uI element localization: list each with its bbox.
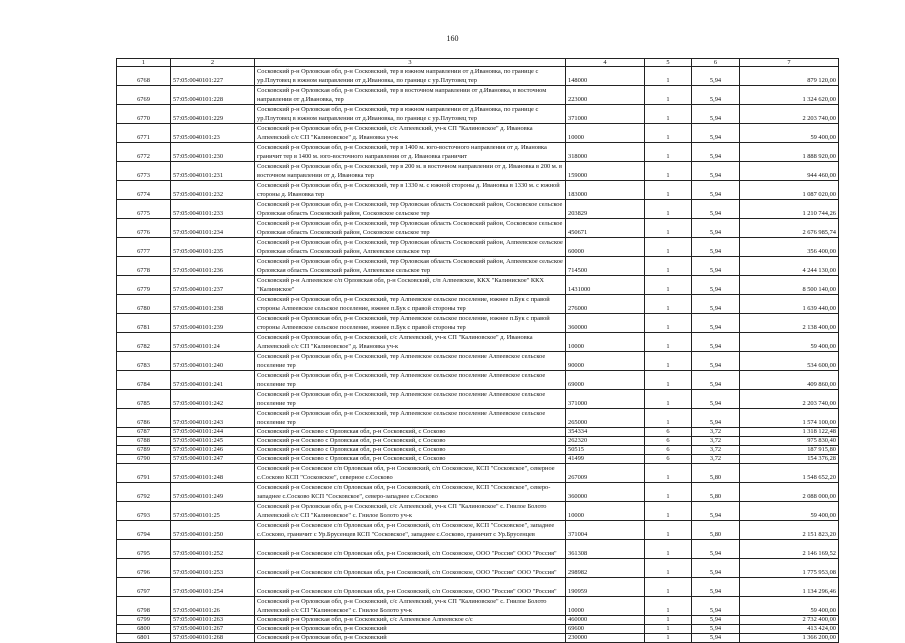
area-cell: 203829 [566,200,645,219]
table-row [117,409,839,428]
row-number-cell: 6790 [117,455,171,464]
value-cell: 1 548 652,20 [740,464,839,483]
header-cell: 3 [255,59,566,67]
cadastral-number-cell: 57:05:0040101:227 [171,67,255,86]
table-row [117,540,839,559]
table-row [117,521,839,540]
group-cell: 1 [645,352,692,371]
row-number-cell: 6778 [117,257,171,276]
table-row [117,276,839,295]
row-number-cell: 6780 [117,295,171,314]
area-cell: 450671 [566,219,645,238]
value-cell: 1 888 920,00 [740,143,839,162]
group-cell: 1 [645,257,692,276]
area-cell: 50515 [566,446,645,455]
address-cell: Сосковский р-н Орловская обл, р-н Сосковский, тер в 200 м. в восточном направлении от д. Ивановка в 200 м. в восточном направлении от д. Ивановка тер [255,162,566,181]
table-row [117,559,839,578]
group-cell: 1 [645,238,692,257]
rate-cell: 5,94 [692,86,740,105]
area-cell: 276000 [566,295,645,314]
address-cell: Сосковский р-н Орловская обл, р-н Сосковский [255,625,566,634]
area-cell: 360000 [566,314,645,333]
area-cell: 298982 [566,559,645,578]
cadastral-number-cell: 57:05:0040101:263 [171,616,255,625]
address-cell: Сосковский р-н Орловская обл, р-н Сосковский, с/с Алпеевский, уч-к СП "Калиновское" д. Ивановка Алпеевский с/с СП "Калиновское" д. Ивановка уч-к [255,124,566,143]
row-number-cell: 6796 [117,559,171,578]
area-cell: 361308 [566,540,645,559]
value-cell: 59 400,00 [740,597,839,616]
rate-cell: 5,94 [692,634,740,643]
value-cell: 413 424,00 [740,625,839,634]
rate-cell: 5,94 [692,371,740,390]
table-row [117,428,839,437]
area-cell: 10000 [566,124,645,143]
table-row [117,181,839,200]
address-cell: Сосковский р-н Сосково с Орловская обл, р-н Сосковский, с Сосково [255,428,566,437]
row-number-cell: 6788 [117,437,171,446]
table-row [117,67,839,86]
value-cell: 1 324 620,00 [740,86,839,105]
area-cell: 69000 [566,371,645,390]
cadastral-number-cell: 57:05:0040101:24 [171,333,255,352]
area-cell: 10000 [566,333,645,352]
group-cell: 1 [645,540,692,559]
cadastral-number-cell: 57:05:0040101:231 [171,162,255,181]
rate-cell: 5,94 [692,390,740,409]
value-cell: 1 318 122,48 [740,428,839,437]
area-cell: 69600 [566,625,645,634]
area-cell: 148000 [566,67,645,86]
rate-cell: 5,94 [692,162,740,181]
value-cell: 356 400,00 [740,238,839,257]
group-cell: 6 [645,455,692,464]
area-cell: 265000 [566,409,645,428]
table-row [117,105,839,124]
value-cell: 2 732 400,00 [740,616,839,625]
address-cell: Сосковский р-н Сосковское с/п Орловская обл, р-н Сосковский, с/п Сосковское, ООО "Россия" ООО "Россия" [255,559,566,578]
value-cell: 59 400,00 [740,502,839,521]
value-cell: 187 915,80 [740,446,839,455]
value-cell: 1 087 020,00 [740,181,839,200]
rate-cell: 5,94 [692,257,740,276]
address-cell: Сосковский р-н Орловская обл, р-н Сосковский, тер Орловская область Сосковский район, Сосковское сельское Орловская область Сосковский район, Сосковское сельское тер [255,219,566,238]
group-cell: 1 [645,559,692,578]
page-number: 160 [446,34,459,43]
rate-cell: 5,94 [692,105,740,124]
group-cell: 1 [645,390,692,409]
cadastral-number-cell: 57:05:0040101:239 [171,314,255,333]
cadastral-number-cell: 57:05:0040101:268 [171,634,255,643]
group-cell: 1 [645,314,692,333]
cadastral-number-cell: 57:05:0040101:245 [171,437,255,446]
row-number-cell: 6769 [117,86,171,105]
row-number-cell: 6776 [117,219,171,238]
row-number-cell: 6791 [117,464,171,483]
row-number-cell: 6772 [117,143,171,162]
area-cell: 371000 [566,390,645,409]
rate-cell: 3,72 [692,446,740,455]
address-cell: Сосковский р-н Орловская обл, р-н Сосковский, тер Алпеевское сельское поселение Алпеевское сельское поселение тер [255,409,566,428]
address-cell: Сосковский р-н Орловская обл, р-н Сосковский, тер в 1400 м. юго-восточного направления от д. Ивановка граничит тер в 1400 м. юго-восточного направления от д. Ивановка граничит [255,143,566,162]
table-header [117,59,839,67]
table-row [117,238,839,257]
cadastral-number-cell: 57:05:0040101:254 [171,578,255,597]
table-row [117,464,839,483]
area-cell: 714500 [566,257,645,276]
row-number-cell: 6784 [117,371,171,390]
address-cell: Сосковский р-н Алпеевское с/п Орловская обл, р-н Сосковский, с/п Алпеевское, ККХ "Калиниское" ККХ "Калиниское" [255,276,566,295]
table-row [117,162,839,181]
row-number-cell: 6773 [117,162,171,181]
value-cell: 944 460,00 [740,162,839,181]
cadastral-number-cell: 57:05:0040101:229 [171,105,255,124]
header-cell: 7 [740,59,839,67]
cadastral-number-cell: 57:05:0040101:242 [171,390,255,409]
cadastral-number-cell: 57:05:0040101:250 [171,521,255,540]
address-cell: Сосковский р-н Сосковское с/п Орловская обл, р-н Сосковский, с/п Сосковское, КСП "Сосковское", западнее с.Сосково, граничит с Ур.Брусенцев КСП "Сосковское", западнее с.Сосково, граничит с Ур.Брусенцев [255,521,566,540]
rate-cell: 5,94 [692,67,740,86]
table-row [117,502,839,521]
row-number-cell: 6797 [117,578,171,597]
rate-cell: 3,72 [692,455,740,464]
address-cell: Сосковский р-н Сосковское с/п Орловская обл, р-н Сосковский, с/п Сосковское, КСП "Сосковское", северное с.Сосково КСП "Сосковское", северное с.Сосково [255,464,566,483]
cadastral-number-cell: 57:05:0040101:238 [171,295,255,314]
address-cell: Сосковский р-н Орловская обл, р-н Сосковский, тер в южном направлении от д.Ивановка, по границе с ур.Плутовец в южном направлении от д.Ивановка, по границе с ур.Плутовец тер [255,67,566,86]
table-row [117,483,839,502]
table-row [117,124,839,143]
area-cell: 460000 [566,616,645,625]
area-cell: 318000 [566,143,645,162]
row-number-cell: 6795 [117,540,171,559]
address-cell: Сосковский р-н Сосковское с/п Орловская обл, р-н Сосковский, с/п Сосковское, ООО "Россия" ООО "Россия" [255,540,566,559]
table-row [117,333,839,352]
value-cell: 1 134 296,46 [740,578,839,597]
rate-cell: 3,72 [692,428,740,437]
group-cell: 1 [645,295,692,314]
value-cell: 2 203 740,00 [740,390,839,409]
row-number-cell: 6799 [117,616,171,625]
area-cell: 360000 [566,483,645,502]
table-row [117,314,839,333]
rate-cell: 5,94 [692,502,740,521]
table-row [117,634,839,643]
rate-cell: 5,94 [692,352,740,371]
group-cell: 1 [645,597,692,616]
row-number-cell: 6801 [117,634,171,643]
cadastral-number-cell: 57:05:0040101:240 [171,352,255,371]
area-cell: 267009 [566,464,645,483]
address-cell: Сосковский р-н Сосково с Орловская обл, р-н Сосковский, с Сосково [255,437,566,446]
address-cell: Сосковский р-н Сосково с Орловская обл, р-н Сосковский, с Сосково [255,455,566,464]
table-row [117,86,839,105]
cadastral-number-cell: 57:05:0040101:241 [171,371,255,390]
area-cell: 10000 [566,502,645,521]
cadastral-number-cell: 57:05:0040101:237 [171,276,255,295]
cadastral-number-cell: 57:05:0040101:247 [171,455,255,464]
rate-cell: 5,94 [692,559,740,578]
table-row [117,446,839,455]
area-cell: 262320 [566,437,645,446]
row-number-cell: 6787 [117,428,171,437]
cadastral-number-cell: 57:05:0040101:230 [171,143,255,162]
cadastral-number-cell: 57:05:0040101:228 [171,86,255,105]
table-row [117,437,839,446]
value-cell: 975 830,40 [740,437,839,446]
rate-cell: 5,80 [692,521,740,540]
row-number-cell: 6798 [117,597,171,616]
rate-cell: 5,94 [692,181,740,200]
address-cell: Сосковский р-н Орловская обл, р-н Сосковский, тер в южном направлении от д.Ивановка, по границе с ур.Плутовец в южном направлении от д.Ивановка, по границе с ур.Плутовец тер [255,105,566,124]
row-number-cell: 6774 [117,181,171,200]
address-cell: Сосковский р-н Орловская обл, р-н Сосковский, с/с Алпеевский, уч-к СП "Калиновское" с. Гнилое Болото Алпеевский с/с СП "Калиновское" с. Гнилое Болото уч-к [255,597,566,616]
table-row [117,616,839,625]
value-cell: 534 600,00 [740,352,839,371]
rate-cell: 5,94 [692,200,740,219]
area-cell: 230000 [566,634,645,643]
cadastral-number-cell: 57:05:0040101:246 [171,446,255,455]
rate-cell: 5,94 [692,295,740,314]
table-row [117,219,839,238]
table-row [117,597,839,616]
group-cell: 1 [645,276,692,295]
group-cell: 1 [645,625,692,634]
group-cell: 1 [645,219,692,238]
group-cell: 1 [645,578,692,597]
address-cell: Сосковский р-н Орловская обл, р-н Сосковский, тер в восточном направлении от д.Ивановка, в восточном направлении от д.Ивановка, тер [255,86,566,105]
header-cell: 6 [692,59,740,67]
table-row [117,371,839,390]
value-cell: 2 146 169,52 [740,540,839,559]
value-cell: 154 376,28 [740,455,839,464]
cadastral-number-cell: 57:05:0040101:233 [171,200,255,219]
value-cell: 2 203 740,00 [740,105,839,124]
cadastral-number-cell: 57:05:0040101:252 [171,540,255,559]
value-cell: 879 120,00 [740,67,839,86]
group-cell: 6 [645,428,692,437]
rate-cell: 5,94 [692,314,740,333]
row-number-cell: 6781 [117,314,171,333]
value-cell: 1 574 100,00 [740,409,839,428]
cadastral-number-cell: 57:05:0040101:234 [171,219,255,238]
value-cell: 1 366 200,00 [740,634,839,643]
row-number-cell: 6794 [117,521,171,540]
table-row [117,295,839,314]
group-cell: 1 [645,409,692,428]
row-number-cell: 6775 [117,200,171,219]
rate-cell: 5,94 [692,409,740,428]
row-number-cell: 6768 [117,67,171,86]
cadastral-number-cell: 57:05:0040101:249 [171,483,255,502]
rate-cell: 5,94 [692,124,740,143]
group-cell: 1 [645,521,692,540]
address-cell: Сосковский р-н Орловская обл, р-н Сосковский, с/с Алпеевский, уч-к СП "Калиновское" с. Гнилое Болото Алпеевский с/с СП "Калиновское" с. Гнилое Болото уч-к [255,502,566,521]
table-row [117,455,839,464]
address-cell: Сосковский р-н Орловская обл, р-н Сосковский, тер Алпеевское сельское поселение Алпеевское сельское поселение тер [255,371,566,390]
group-cell: 1 [645,124,692,143]
rate-cell: 5,94 [692,625,740,634]
area-cell: 183000 [566,181,645,200]
cadastral-number-cell: 57:05:0040101:232 [171,181,255,200]
cadastral-number-cell: 57:05:0040101:267 [171,625,255,634]
table-row [117,578,839,597]
value-cell: 1 210 744,26 [740,200,839,219]
area-cell: 60000 [566,238,645,257]
header-cell: 4 [566,59,645,67]
cadastral-table [116,58,839,643]
group-cell: 1 [645,67,692,86]
rate-cell: 5,94 [692,219,740,238]
cadastral-number-cell: 57:05:0040101:235 [171,238,255,257]
table-body [117,67,839,643]
table-row [117,200,839,219]
value-cell: 59 400,00 [740,333,839,352]
group-cell: 1 [645,483,692,502]
group-cell: 1 [645,181,692,200]
table-row [117,257,839,276]
group-cell: 6 [645,437,692,446]
cadastral-number-cell: 57:05:0040101:23 [171,124,255,143]
table-row [117,143,839,162]
group-cell: 1 [645,86,692,105]
cadastral-number-cell: 57:05:0040101:26 [171,597,255,616]
address-cell: Сосковский р-н Сосковское с/п Орловская обл, р-н Сосковский, с/п Сосковское, ООО "Россия" ООО "Россия" [255,578,566,597]
row-number-cell: 6800 [117,625,171,634]
value-cell: 1 775 953,08 [740,559,839,578]
value-cell: 2 138 400,00 [740,314,839,333]
rate-cell: 5,94 [692,238,740,257]
rate-cell: 5,94 [692,143,740,162]
row-number-cell: 6771 [117,124,171,143]
row-number-cell: 6793 [117,502,171,521]
address-cell: Сосковский р-н Орловская обл, р-н Сосковский, тер в 1330 м. с южной стороны д. Ивановка в 1330 м. с южной стороны д. Ивановка тер [255,181,566,200]
rate-cell: 5,94 [692,578,740,597]
area-cell: 223000 [566,86,645,105]
group-cell: 1 [645,333,692,352]
group-cell: 1 [645,502,692,521]
row-number-cell: 6770 [117,105,171,124]
table-row [117,390,839,409]
rate-cell: 5,94 [692,597,740,616]
value-cell: 2 151 823,20 [740,521,839,540]
value-cell: 1 639 440,00 [740,295,839,314]
area-cell: 190959 [566,578,645,597]
cadastral-number-cell: 57:05:0040101:236 [171,257,255,276]
group-cell: 1 [645,200,692,219]
address-cell: Сосковский р-н Орловская обл, р-н Сосковский, тер Орловская область Сосковский район, Алпеевское сельское Орловская область Сосковский район, Алпеевское сельское тер [255,257,566,276]
row-number-cell: 6789 [117,446,171,455]
address-cell: Сосковский р-н Сосково с Орловская обл, р-н Сосковский, с Сосково [255,446,566,455]
row-number-cell: 6779 [117,276,171,295]
rate-cell: 5,80 [692,483,740,502]
rate-cell: 5,94 [692,616,740,625]
rate-cell: 5,94 [692,333,740,352]
address-cell: Сосковский р-н Орловская обл, р-н Сосковский, тер Орловская область Сосковский район, Алпеевское сельское Орловская область Сосковский район, Алпеевское сельское тер [255,238,566,257]
group-cell: 6 [645,446,692,455]
row-number-cell: 6786 [117,409,171,428]
area-cell: 90000 [566,352,645,371]
area-cell: 10000 [566,597,645,616]
group-cell: 1 [645,464,692,483]
area-cell: 371000 [566,105,645,124]
rate-cell: 5,80 [692,464,740,483]
row-number-cell: 6782 [117,333,171,352]
header-cell: 1 [117,59,171,67]
rate-cell: 5,94 [692,540,740,559]
rate-cell: 3,72 [692,437,740,446]
group-cell: 1 [645,634,692,643]
row-number-cell: 6785 [117,390,171,409]
value-cell: 4 244 130,00 [740,257,839,276]
address-cell: Сосковский р-н Орловская обл, р-н Сосковский, с/с Алпеевский, уч-к СП "Калиновское" д. Ивановка Алпеевский с/с СП "Калиновское" д. Ивановка уч-к [255,333,566,352]
area-cell: 371004 [566,521,645,540]
address-cell: Сосковский р-н Орловская обл, р-н Сосковский [255,634,566,643]
group-cell: 1 [645,162,692,181]
address-cell: Сосковский р-н Орловская обл, р-н Сосковский, тер Алпеевское сельское поселение Алпеевское сельское поселение тер [255,352,566,371]
group-cell: 1 [645,105,692,124]
address-cell: Сосковский р-н Орловская обл, р-н Сосковский, тер Алпеевское сельское поселение Алпеевское сельское поселение тер [255,390,566,409]
value-cell: 2 676 985,74 [740,219,839,238]
header-cell: 2 [171,59,255,67]
group-cell: 1 [645,371,692,390]
value-cell: 8 500 140,00 [740,276,839,295]
area-cell: 1431000 [566,276,645,295]
cadastral-number-cell: 57:05:0040101:248 [171,464,255,483]
area-cell: 354334 [566,428,645,437]
table-row [117,625,839,634]
address-cell: Сосковский р-н Орловская обл, р-н Сосковский, тер Орловская область Сосковский район, Сосковское сельское Орловская область Сосковский район, Сосковское сельское тер [255,200,566,219]
area-cell: 41499 [566,455,645,464]
rate-cell: 5,94 [692,276,740,295]
group-cell: 1 [645,143,692,162]
area-cell: 159000 [566,162,645,181]
value-cell: 59 400,00 [740,124,839,143]
row-number-cell: 6777 [117,238,171,257]
address-cell: Сосковский р-н Орловская обл, р-н Сосковский, с/с Алпеевское Алпеевское с/с [255,616,566,625]
row-number-cell: 6783 [117,352,171,371]
row-number-cell: 6792 [117,483,171,502]
header-row [117,59,839,67]
address-cell: Сосковский р-н Орловская обл, р-н Сосковский, тер Алпеевское сельское поселение, южнее п.Бук с правой стороны Алпеевское сельское поселение, южнее п.Бук с правой стороны тер [255,295,566,314]
value-cell: 409 860,00 [740,371,839,390]
cadastral-number-cell: 57:05:0040101:253 [171,559,255,578]
cadastral-number-cell: 57:05:0040101:25 [171,502,255,521]
header-cell: 5 [645,59,692,67]
table-row [117,352,839,371]
address-cell: Сосковский р-н Сосковское с/п Орловская обл, р-н Сосковский, с/п Сосковское, КСП "Сосковское", северо-западнее с.Сосково КСП "Сосковское", северо-западнее с.Сосково [255,483,566,502]
cadastral-number-cell: 57:05:0040101:243 [171,409,255,428]
address-cell: Сосковский р-н Орловская обл, р-н Сосковский, тер Алпеевское сельское поселение, южнее п.Бук с правой стороны Алпеевское сельское поселение, южнее п.Бук с правой стороны тер [255,314,566,333]
value-cell: 2 088 000,00 [740,483,839,502]
cadastral-number-cell: 57:05:0040101:244 [171,428,255,437]
group-cell: 1 [645,616,692,625]
